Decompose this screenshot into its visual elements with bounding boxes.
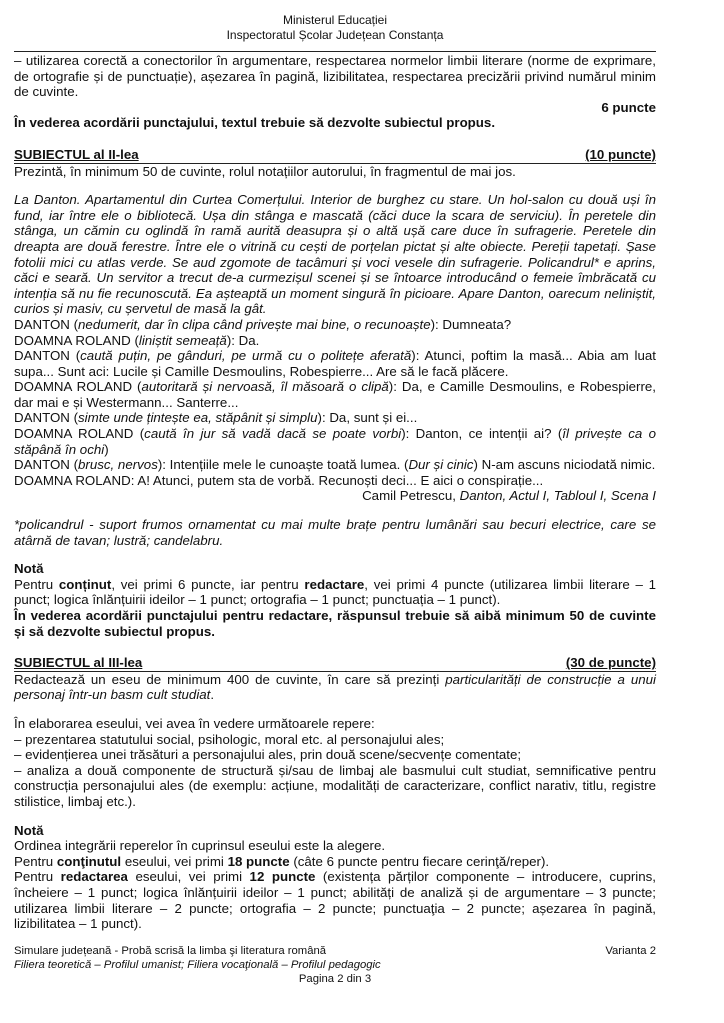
note-text-part: (câte 6 puncte pentru fiecare cerinţă/reper). [289,853,550,869]
header-ministry: Ministerul Educației [282,13,388,27]
note-text-part: Pentru [14,869,61,885]
line-text: : Da. [231,332,260,348]
stage-directions: La Danton. Apartamentul din Curtea Comerțului. Interior de burghez cu stare. Un hol-salon cu două uși în fund, iar între ele o bibliotecă. Ușa din stânga e mascată (căci duce la scara de serviciu). În peretele din stânga, un cămin cu oglindă în ramă aurită deasupra și o altă ușă care duce în sufragerie. Peretele din dreapta are două ferestre. Între ele o vitrină cu cești de porțelan pictat și alte obiecte. Pereții tapetați. Șase fotolii mici cu atlas verde. Se aud zgomote de tacâmuri și voci vesele din sufragerie. Policandrul* e aprins, căci e seară. Un servitor a trecut de-a curmezișul scenei și se întoarce introducând o femeie îmbrăcată cu intenția să nu fie recunoscută. Ea așteaptă un moment singură în picioare. Apare Danton, oarecum neliniștit, curios și masiv, cu șervetul de masă la gât. [14,192,656,317]
stage-direction: caută în jur să vadă dacă se poate vorbi [144,426,402,442]
source-work: Danton, Actul I, Tabloul I, Scena I [459,488,656,504]
stage-direction: Dur și cinic [408,457,474,473]
footer-exam: Simulare județeană - Probă scrisă la limba şi literatura română [14,944,327,957]
reper-item: – evidențierea unei trăsături a personajului ales, prin două scene/secvențe comentate; [14,747,522,763]
note-text-part: eseului, vei primi [127,869,250,885]
subject2-points: (10 puncte) [585,146,656,162]
stage-direction: caută puțin, pe gânduri, pe urmă cu o politețe aferată [80,348,412,364]
stage-direction: simte unde țintește ea, stăpânit și simplu [78,410,318,426]
subject3-points: (30 de puncte) [565,655,656,671]
criterion-text: – utilizarea corectă a conectorilor în argumentare, respectarea normelor limbii literare (norme de exprimare, de ortografie și de punctuație), așezarea în pagină, lizibilitatea, respectarea precizării privind numărul minim de cuvinte. [14,53,656,100]
subject2-note-title: Notă [14,561,44,577]
speaker: DANTON [14,457,70,473]
speaker: DANTON [14,316,70,332]
line-text: N-am ascuns niciodată nimic. [477,457,656,473]
subject2-task: Prezintă, în minimum 50 de cuvinte, rolul notațiilor autorului, în fragmentul de mai jos. [14,163,516,179]
dialogue-line: DOAMNA ROLAND (liniștit semeață): Da. [14,332,260,348]
dialogue-line [14,473,656,489]
subject3-heading [14,655,656,672]
stage-direction: îl privește ca o stăpână în ochi [14,426,656,457]
speaker: DOAMNA ROLAND [14,472,131,488]
reper-item: – prezentarea statutului social, psihologic, moral etc. al personajului ales; [14,731,445,747]
note-text-bold: conţinutul [56,853,122,869]
dialogue-line: DOAMNA ROLAND (caută în jur să vadă dacă se poate vorbi): Danton, ce intenții ai? (îl privește ca o stăpână în ochi) [14,426,656,457]
line-text: : A! Atunci, putem sta de vorbă. Recunoști deci... E aici o conspirație... [130,472,544,488]
dialogue-line: DANTON (nedumerit, dar în clipa când privește mai bine, o recunoaște): Dumneata? [14,316,512,332]
reper-item: – analiza a două componente de structură și/sau de limbaj ale basmului cult studiat, semnificative pentru construcția personajului ales (de exemplu: acțiune, modalități de caracterizare, conflict narativ, titlu, registre stilistice, limbaj etc.). [14,762,656,809]
speaker: DANTON [14,348,70,364]
subject2-note-text [14,577,656,608]
footnote: *policandrul - suport frumos ornamentat cu mai multe brațe pentru lumânări sau becuri electrice, care se atârnă de tavan; lustră; candelabru. [14,517,656,548]
document-page [14,0,656,932]
header-divider [14,51,656,52]
repere-list [14,732,656,810]
note-text-part: , vei primi 6 puncte, iar pentru [111,576,305,592]
footer-profile: Filiera teoretică – Profilul umanist; Filiera vocaţională – Profilul pedagogic [14,958,381,971]
line-text: : Intențiile mele le cunoaște toată lumea. [162,457,404,473]
dialogue-line: DOAMNA ROLAND (autoritară și nervoasă, îl măsoară o clipă): Da, e Camille Desmoulins, e Robespierre, dar mai e și Westermann... Santerre... [14,379,656,410]
stage-direction: liniștit semeață [138,332,227,348]
dialogue [14,317,656,489]
subject2-heading [14,147,656,164]
header-inspectorate: Inspectoratul Școlar Județean Constanța [226,28,444,42]
intro-warning: În vederea acordării punctajului, textul trebuie să dezvolte subiectul propus. [14,115,496,131]
subject2-note-warning: În vederea acordării punctajului pentru redactare, răspunsul trebuie să aibă minimum 50 de cuvinte și să dezvolte subiectul propus. [14,608,656,639]
dialogue-line: DANTON (caută puțin, pe gânduri, pe urmă cu o politețe aferată): Atunci, poftim la masă... Abia am luat supa... Sunt aci: Lucile și Camille Desmoulins, Robespierre... Are să le facă plăcere. [14,348,656,379]
subject3-title: SUBIECTUL al III-lea [14,655,143,671]
source-author: Camil Petrescu, [362,488,460,504]
speaker: DOAMNA ROLAND [14,332,131,348]
line-text: : Dumneata? [435,316,512,332]
note-text-part: Pentru [14,853,57,869]
footer-page: Pagina 2 din 3 [298,972,372,985]
note-text-part: , vei primi 4 puncte (utilizarea limbii literare – 1 punct; logica înlănțuirii ideilor – 1 punct; ortografia – 1 punct; punctuația – 1 punct). [14,576,657,608]
note-text-part: Pentru [14,576,59,592]
criterion-block [14,53,656,115]
subject3-task [14,672,656,703]
stage-direction: brusc, nervos [78,457,158,473]
note-text-bold: 12 puncte [249,869,316,885]
line-text: : Da, sunt și ei... [321,410,418,426]
subject3-note-title: Notă [14,822,44,838]
note-redactare [14,869,656,931]
stage-direction: autoritară și nervoasă, îl măsoară o clipă [141,379,389,395]
dialogue-line: DANTON (simte unde țintește ea, stăpânit și simplu): Da, sunt și ei... [14,410,418,426]
line-text: : Da, e Camille Desmoulins, e Robespierre, dar mai e și Westermann... Santerre... [14,379,656,410]
note-text-part: (existența părților componente – introducere, cuprins, încheiere – 1 punct; logica înlănțuirii ideilor – 1 punct; abilități de analiză și de argumentare – 3 puncte; utilizarea limbii literare – 2 puncte; ortografia – 2 puncte; punctuaţia – 2 puncte; așezarea în pagină, lizibilitatea – 1 punct). [14,869,656,932]
note-text-bold: 18 puncte [227,853,290,869]
note-text-bold: redactarea [60,869,128,885]
line-text: : Danton, ce intenții ai? [405,426,558,442]
task-text-part: Redactează un eseu de minimum 400 de cuvinte, în care să prezinți [14,671,446,687]
note-text-bold: redactare [304,576,365,592]
reper-intro: În elaborarea eseului, vei avea în vedere următoarele repere: [14,715,375,731]
task-text-emphasis: particularități de construcție a unui personaj într-un basm cult studiat [14,671,656,703]
dialogue-line: DANTON (brusc, nervos): Intențiile mele le cunoaște toată lumea. (Dur și cinic) N-am ascuns niciodată nimic. [14,457,656,473]
task-text-part: . [210,687,215,703]
note-content [14,854,656,870]
stage-direction: nedumerit, dar în clipa când privește mai bine, o recunoaște [78,316,431,332]
note-text-part: eseului, vei primi [121,853,228,869]
footer-variant: Varianta 2 [605,944,656,957]
speaker: DOAMNA ROLAND [14,379,133,395]
line-text: : Atunci, poftim la masă... Abia am luat supa... Sunt aci: Lucile și Camille Desmoulins, Robespierre... Are să le facă plăcere. [14,348,656,379]
source-citation [14,488,656,504]
speaker: DOAMNA ROLAND [14,426,134,442]
criterion-points: 6 puncte [601,99,656,115]
note-order: Ordinea integrării reperelor în cuprinsul eseului este la alegere. [14,838,386,854]
note-text-bold: conținut [58,576,112,592]
speaker: DANTON [14,410,70,426]
page-header [14,0,656,43]
subject2-title: SUBIECTUL al II-lea [14,146,139,162]
page-footer [14,944,656,996]
